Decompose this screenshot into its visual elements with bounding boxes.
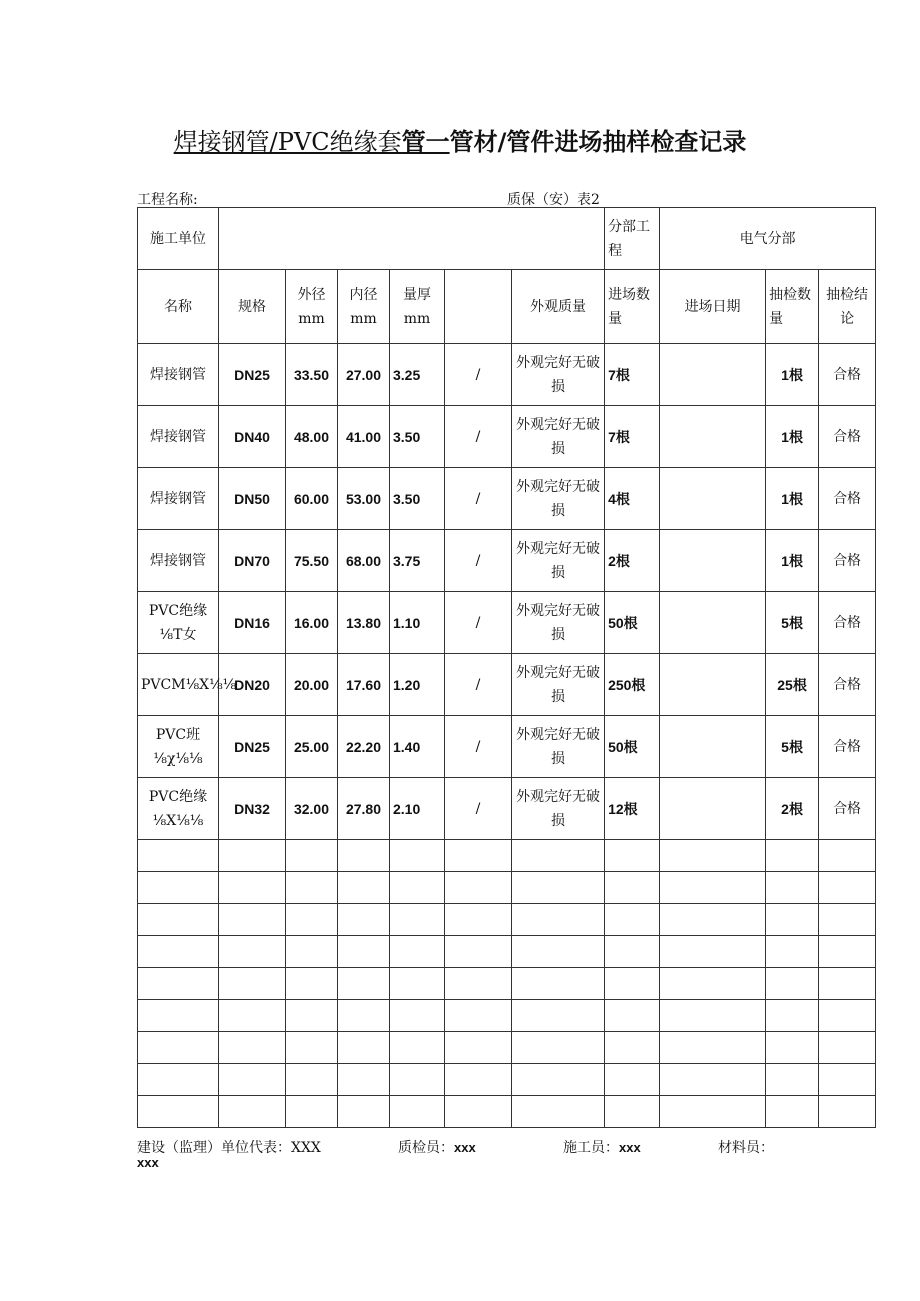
empty-cell bbox=[660, 840, 766, 872]
empty-cell bbox=[338, 936, 390, 968]
empty-cell bbox=[338, 904, 390, 936]
cell-result: 合格 bbox=[819, 344, 876, 406]
cell-wall: 1.10 bbox=[390, 592, 445, 654]
empty-cell bbox=[138, 904, 219, 936]
cell-spec: DN40 bbox=[219, 406, 286, 468]
empty-cell bbox=[390, 1000, 445, 1032]
cell-date bbox=[660, 530, 766, 592]
empty-cell bbox=[819, 1032, 876, 1064]
title-part1: 焊接钢管/PVC绝缘套 bbox=[173, 128, 402, 156]
empty-row bbox=[138, 1096, 876, 1128]
empty-cell bbox=[390, 968, 445, 1000]
table-row bbox=[138, 530, 876, 592]
empty-row bbox=[138, 968, 876, 1000]
empty-cell bbox=[766, 936, 819, 968]
cell-sample: 5根 bbox=[766, 716, 819, 778]
cell-od: 75.50 bbox=[286, 530, 338, 592]
cell-id: 27.00 bbox=[338, 344, 390, 406]
table-row bbox=[138, 778, 876, 840]
constructor-label: 施工员： bbox=[563, 1140, 619, 1156]
empty-cell bbox=[660, 936, 766, 968]
empty-cell bbox=[512, 1096, 605, 1128]
cell-quality: 外观完好无破损 bbox=[512, 716, 605, 778]
cell-slash: / bbox=[445, 592, 512, 654]
cell-result: 合格 bbox=[819, 592, 876, 654]
empty-cell bbox=[138, 840, 219, 872]
cell-id: 68.00 bbox=[338, 530, 390, 592]
empty-cell bbox=[286, 1096, 338, 1128]
project-name-label: 工程名称: bbox=[137, 192, 198, 208]
cell-name: PVC班⅛χ⅛⅛ bbox=[138, 716, 219, 778]
cell-qty: 7根 bbox=[605, 406, 660, 468]
empty-cell bbox=[219, 936, 286, 968]
constructor-value: xxx bbox=[619, 1140, 641, 1155]
cell-quality: 外观完好无破损 bbox=[512, 530, 605, 592]
empty-cell bbox=[286, 840, 338, 872]
empty-cell bbox=[445, 1096, 512, 1128]
title-underlined: 管一 bbox=[401, 128, 450, 156]
title-part2 bbox=[402, 128, 747, 156]
cell-qty: 50根 bbox=[605, 716, 660, 778]
empty-cell bbox=[605, 904, 660, 936]
empty-cell bbox=[286, 968, 338, 1000]
table-row bbox=[138, 468, 876, 530]
material-value: xxx bbox=[137, 1155, 159, 1170]
empty-cell bbox=[819, 904, 876, 936]
table-row bbox=[138, 716, 876, 778]
cell-sample: 2根 bbox=[766, 778, 819, 840]
empty-row bbox=[138, 872, 876, 904]
empty-cell bbox=[390, 872, 445, 904]
empty-cell bbox=[660, 1064, 766, 1096]
empty-cell bbox=[512, 1064, 605, 1096]
empty-cell bbox=[766, 872, 819, 904]
empty-cell bbox=[660, 1032, 766, 1064]
empty-cell bbox=[219, 1000, 286, 1032]
empty-row bbox=[138, 904, 876, 936]
table-row bbox=[138, 344, 876, 406]
column-header-wall: 量厚mm bbox=[390, 270, 445, 344]
cell-wall: 3.25 bbox=[390, 344, 445, 406]
cell-od: 33.50 bbox=[286, 344, 338, 406]
inspector-value: xxx bbox=[454, 1140, 476, 1155]
empty-cell bbox=[512, 968, 605, 1000]
empty-cell bbox=[390, 936, 445, 968]
cell-wall: 1.20 bbox=[390, 654, 445, 716]
cell-date bbox=[660, 654, 766, 716]
cell-od: 32.00 bbox=[286, 778, 338, 840]
cell-slash: / bbox=[445, 344, 512, 406]
cell-result: 合格 bbox=[819, 654, 876, 716]
empty-cell bbox=[445, 1032, 512, 1064]
empty-cell bbox=[138, 936, 219, 968]
cell-quality: 外观完好无破损 bbox=[512, 778, 605, 840]
construction-unit-label: 施工单位 bbox=[138, 208, 219, 270]
header-row-unit bbox=[138, 208, 876, 270]
cell-od: 20.00 bbox=[286, 654, 338, 716]
empty-cell bbox=[219, 1064, 286, 1096]
cell-slash: / bbox=[445, 530, 512, 592]
column-header-date: 进场日期 bbox=[660, 270, 766, 344]
cell-name: 焊接钢管 bbox=[138, 468, 219, 530]
cell-sample: 5根 bbox=[766, 592, 819, 654]
empty-row bbox=[138, 1000, 876, 1032]
form-number: 质保（安）表2 bbox=[507, 192, 600, 208]
cell-date bbox=[660, 592, 766, 654]
cell-qty: 7根 bbox=[605, 344, 660, 406]
cell-wall: 3.50 bbox=[390, 468, 445, 530]
empty-cell bbox=[605, 1032, 660, 1064]
cell-spec: DN70 bbox=[219, 530, 286, 592]
inspector-label: 质检员： bbox=[398, 1140, 454, 1156]
empty-cell bbox=[445, 936, 512, 968]
cell-name: PVCM⅛X⅛⅛ bbox=[138, 654, 219, 716]
cell-od: 16.00 bbox=[286, 592, 338, 654]
empty-cell bbox=[445, 1000, 512, 1032]
cell-quality: 外观完好无破损 bbox=[512, 344, 605, 406]
empty-cell bbox=[605, 1000, 660, 1032]
cell-sample: 1根 bbox=[766, 344, 819, 406]
empty-cell bbox=[819, 840, 876, 872]
cell-spec: DN25 bbox=[219, 344, 286, 406]
cell-wall: 1.40 bbox=[390, 716, 445, 778]
empty-cell bbox=[766, 1032, 819, 1064]
cell-spec: DN32 bbox=[219, 778, 286, 840]
sub-project-label: 分部工程 bbox=[605, 208, 660, 270]
column-header-row bbox=[138, 270, 876, 344]
cell-id: 41.00 bbox=[338, 406, 390, 468]
empty-cell bbox=[219, 872, 286, 904]
empty-cell bbox=[660, 872, 766, 904]
cell-date bbox=[660, 468, 766, 530]
empty-cell bbox=[338, 1064, 390, 1096]
empty-cell bbox=[445, 904, 512, 936]
empty-cell bbox=[766, 1000, 819, 1032]
empty-cell bbox=[219, 968, 286, 1000]
cell-date bbox=[660, 406, 766, 468]
empty-cell bbox=[138, 1096, 219, 1128]
empty-cell bbox=[766, 968, 819, 1000]
empty-cell bbox=[512, 904, 605, 936]
sub-project-value: 电气分部 bbox=[660, 208, 876, 270]
empty-cell bbox=[512, 840, 605, 872]
empty-cell bbox=[219, 840, 286, 872]
cell-slash: / bbox=[445, 406, 512, 468]
cell-quality: 外观完好无破损 bbox=[512, 592, 605, 654]
cell-sample: 1根 bbox=[766, 468, 819, 530]
column-header-spec: 规格 bbox=[219, 270, 286, 344]
cell-name: PVC绝缘⅛T女 bbox=[138, 592, 219, 654]
cell-qty: 12根 bbox=[605, 778, 660, 840]
cell-wall: 3.50 bbox=[390, 406, 445, 468]
empty-cell bbox=[445, 1064, 512, 1096]
empty-cell bbox=[512, 936, 605, 968]
empty-cell bbox=[766, 1096, 819, 1128]
empty-cell bbox=[390, 840, 445, 872]
footer-inspector bbox=[398, 1137, 476, 1157]
table-row bbox=[138, 592, 876, 654]
cell-spec: DN20 bbox=[219, 654, 286, 716]
empty-cell bbox=[219, 1032, 286, 1064]
empty-cell bbox=[286, 872, 338, 904]
empty-cell bbox=[138, 1032, 219, 1064]
empty-cell bbox=[390, 1032, 445, 1064]
empty-cell bbox=[605, 936, 660, 968]
cell-result: 合格 bbox=[819, 778, 876, 840]
empty-cell bbox=[819, 1000, 876, 1032]
empty-cell bbox=[660, 904, 766, 936]
inspection-table bbox=[137, 207, 876, 1128]
empty-row bbox=[138, 1064, 876, 1096]
empty-row bbox=[138, 840, 876, 872]
cell-result: 合格 bbox=[819, 530, 876, 592]
cell-sample: 1根 bbox=[766, 530, 819, 592]
cell-od: 48.00 bbox=[286, 406, 338, 468]
cell-name: 焊接钢管 bbox=[138, 530, 219, 592]
empty-cell bbox=[138, 872, 219, 904]
cell-date bbox=[660, 716, 766, 778]
empty-cell bbox=[605, 1096, 660, 1128]
cell-qty: 50根 bbox=[605, 592, 660, 654]
table-row bbox=[138, 654, 876, 716]
cell-id: 13.80 bbox=[338, 592, 390, 654]
cell-result: 合格 bbox=[819, 716, 876, 778]
empty-cell bbox=[605, 840, 660, 872]
empty-cell bbox=[512, 872, 605, 904]
empty-cell bbox=[819, 936, 876, 968]
cell-name: 焊接钢管 bbox=[138, 406, 219, 468]
cell-spec: DN50 bbox=[219, 468, 286, 530]
cell-quality: 外观完好无破损 bbox=[512, 468, 605, 530]
cell-sample: 25根 bbox=[766, 654, 819, 716]
cell-qty: 4根 bbox=[605, 468, 660, 530]
empty-cell bbox=[766, 840, 819, 872]
cell-od: 60.00 bbox=[286, 468, 338, 530]
cell-slash: / bbox=[445, 716, 512, 778]
empty-cell bbox=[605, 872, 660, 904]
cell-date bbox=[660, 344, 766, 406]
cell-result: 合格 bbox=[819, 406, 876, 468]
cell-slash: / bbox=[445, 654, 512, 716]
cell-quality: 外观完好无破损 bbox=[512, 406, 605, 468]
empty-cell bbox=[219, 1096, 286, 1128]
cell-name: 焊接钢管 bbox=[138, 344, 219, 406]
cell-date bbox=[660, 778, 766, 840]
empty-cell bbox=[660, 968, 766, 1000]
cell-qty: 2根 bbox=[605, 530, 660, 592]
cell-sample: 1根 bbox=[766, 406, 819, 468]
empty-cell bbox=[138, 968, 219, 1000]
empty-cell bbox=[286, 1064, 338, 1096]
empty-cell bbox=[766, 1064, 819, 1096]
empty-cell bbox=[390, 1096, 445, 1128]
empty-cell bbox=[660, 1000, 766, 1032]
empty-cell bbox=[338, 1096, 390, 1128]
cell-name: PVC绝缘⅛X⅛⅛ bbox=[138, 778, 219, 840]
empty-cell bbox=[445, 968, 512, 1000]
empty-cell bbox=[338, 840, 390, 872]
empty-cell bbox=[512, 1000, 605, 1032]
column-header-quality: 外观质量 bbox=[512, 270, 605, 344]
cell-slash: / bbox=[445, 778, 512, 840]
column-header-id: 内径mm bbox=[338, 270, 390, 344]
cell-qty: 250根 bbox=[605, 654, 660, 716]
empty-cell bbox=[819, 968, 876, 1000]
empty-cell bbox=[766, 904, 819, 936]
empty-cell bbox=[338, 1000, 390, 1032]
title-rest: 管材/管件进场抽样检查记录 bbox=[449, 128, 747, 156]
empty-cell bbox=[286, 1032, 338, 1064]
cell-spec: DN25 bbox=[219, 716, 286, 778]
cell-wall: 2.10 bbox=[390, 778, 445, 840]
empty-cell bbox=[445, 872, 512, 904]
cell-id: 17.60 bbox=[338, 654, 390, 716]
empty-cell bbox=[390, 1064, 445, 1096]
empty-cell bbox=[219, 904, 286, 936]
cell-quality: 外观完好无破损 bbox=[512, 654, 605, 716]
empty-cell bbox=[512, 1032, 605, 1064]
empty-cell bbox=[286, 904, 338, 936]
empty-cell bbox=[286, 1000, 338, 1032]
column-header-result: 抽检结论 bbox=[819, 270, 876, 344]
empty-cell bbox=[286, 936, 338, 968]
column-header-qty: 进场数量 bbox=[605, 270, 660, 344]
cell-slash: / bbox=[445, 468, 512, 530]
cell-wall: 3.75 bbox=[390, 530, 445, 592]
footer-material-label: 材料员： bbox=[718, 1140, 774, 1156]
table-row bbox=[138, 406, 876, 468]
empty-cell bbox=[660, 1096, 766, 1128]
empty-row bbox=[138, 1032, 876, 1064]
construction-unit-value bbox=[219, 208, 605, 270]
empty-cell bbox=[819, 872, 876, 904]
cell-od: 25.00 bbox=[286, 716, 338, 778]
footer-owner: 建设（监理）单位代表：XXX bbox=[137, 1140, 321, 1156]
empty-cell bbox=[138, 1064, 219, 1096]
empty-cell bbox=[819, 1096, 876, 1128]
column-header-name: 名称 bbox=[138, 270, 219, 344]
empty-cell bbox=[338, 968, 390, 1000]
empty-cell bbox=[138, 1000, 219, 1032]
empty-cell bbox=[605, 1064, 660, 1096]
empty-row bbox=[138, 936, 876, 968]
column-header-sample: 抽检数量 bbox=[766, 270, 819, 344]
cell-spec: DN16 bbox=[219, 592, 286, 654]
column-header-blank bbox=[445, 270, 512, 344]
cell-id: 53.00 bbox=[338, 468, 390, 530]
cell-id: 27.80 bbox=[338, 778, 390, 840]
empty-cell bbox=[338, 872, 390, 904]
empty-cell bbox=[338, 1032, 390, 1064]
empty-cell bbox=[819, 1064, 876, 1096]
footer-constructor bbox=[563, 1137, 641, 1157]
cell-id: 22.20 bbox=[338, 716, 390, 778]
column-header-od: 外径mm bbox=[286, 270, 338, 344]
cell-result: 合格 bbox=[819, 468, 876, 530]
empty-cell bbox=[445, 840, 512, 872]
empty-cell bbox=[390, 904, 445, 936]
empty-cell bbox=[605, 968, 660, 1000]
document-title bbox=[0, 122, 920, 157]
